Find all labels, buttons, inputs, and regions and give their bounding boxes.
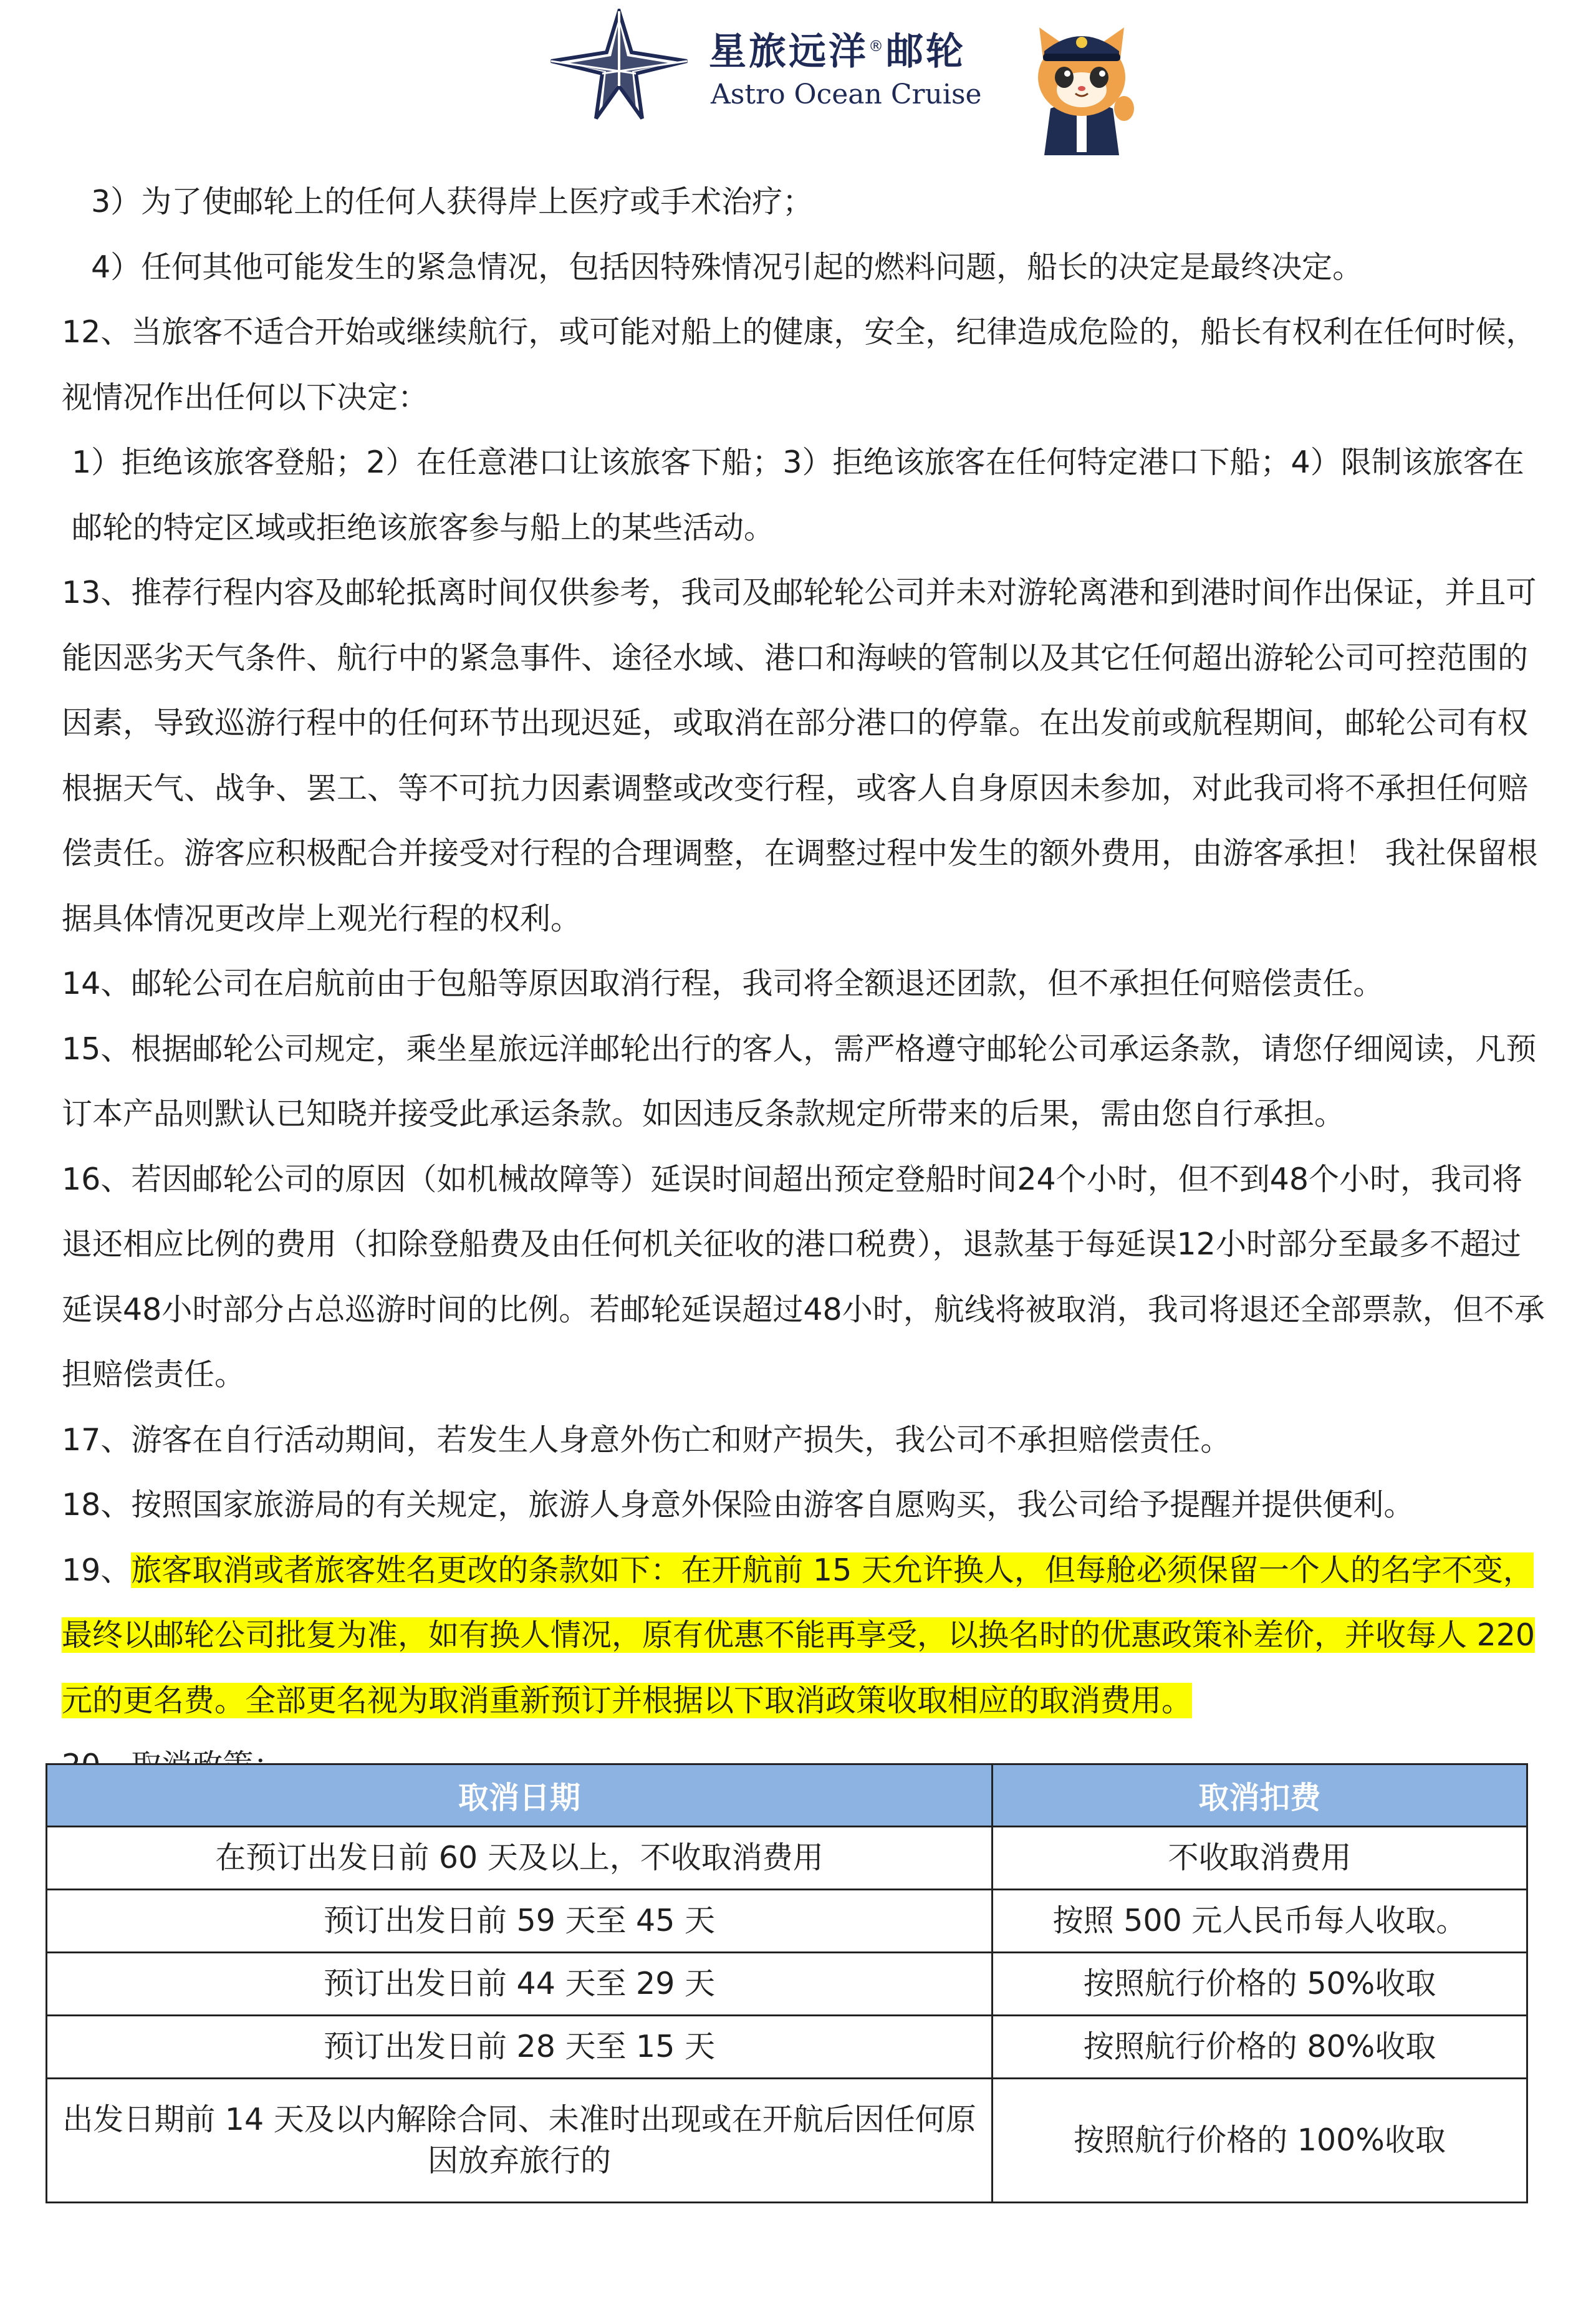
table-header-row [47, 1764, 1527, 1827]
star-compass-icon [549, 9, 690, 121]
column-header-cancel-date: 取消日期 [47, 1764, 993, 1827]
cancel-fee-cell: 按照 500 元人民币每人收取。 [993, 1890, 1527, 1953]
clause-18: 18、按照国家旅游局的有关规定，旅游人身意外保险由游客自愿购买，我公司给予提醒并提供便利。 [62, 1487, 1415, 1523]
clause-11-item-4: 4）任何其他可能发生的紧急情况，包括因特殊情况引起的燃料问题，船长的决定是最终决定。 [91, 249, 1363, 285]
cat-captain-mascot-icon [1026, 15, 1138, 160]
cancel-date-cell: 出发日期前 14 天及以内解除合同、未准时出现或在开航后因任何原因放弃旅行的 [47, 2079, 993, 2203]
page-header [0, 0, 1596, 150]
table-row [47, 1827, 1527, 1890]
cancel-date-cell: 在预订出发日前 60 天及以上，不收取消费用 [47, 1827, 993, 1890]
brand-name-en: Astro Ocean Cruise [711, 79, 982, 110]
brand-name-cn-main: 星旅远洋 [709, 30, 868, 74]
clause-19-number: 19、 [62, 1552, 132, 1588]
column-header-cancel-fee: 取消扣费 [993, 1764, 1527, 1827]
clause-16: 16、若因邮轮公司的原因（如机械故障等）延误时间超出预定登船时间24个小时，但不到48个小时，我司将退还相应比例的费用（扣除登船费及由任何机关征收的港口税费），退款基于每延误12小时部分至最多不超过延误48小时部分占总巡游时间的比例。若邮轮延误超过48小时，航线将被取消，我司将退还全部票款，但不承担赔偿责任。 [62, 1161, 1545, 1392]
table-row [47, 1890, 1527, 1953]
clause-19 [62, 1538, 1549, 1734]
registered-mark: ® [868, 37, 886, 55]
cancellation-policy-table [46, 1763, 1528, 2203]
brand-name-cn [709, 22, 966, 75]
table-row [47, 1953, 1527, 2016]
cancel-date-cell: 预订出发日前 59 天至 45 天 [47, 1890, 993, 1953]
cancel-fee-cell: 按照航行价格的 50%收取 [993, 1953, 1527, 2016]
clause-15: 15、根据邮轮公司规定，乘坐星旅远洋邮轮出行的客人，需严格遵守邮轮公司承运条款，请您仔细阅读，凡预订本产品则默认已知晓并接受此承运条款。如因违反条款规定所带来的后果，需由您自行承担。 [62, 1031, 1537, 1132]
clause-12: 12、当旅客不适合开始或继续航行，或可能对船上的健康，安全，纪律造成危险的，船长有权利在任何时候，视情况作出任何以下决定： [62, 314, 1537, 415]
clause-11-item-3: 3）为了使邮轮上的任何人获得岸上医疗或手术治疗； [91, 184, 814, 219]
clause-13: 13、推荐行程内容及邮轮抵离时间仅供参考，我司及邮轮轮公司并未对游轮离港和到港时间作出保证，并且可能因恶劣天气条件、航行中的紧急事件、途径水域、港口和海峡的管制以及其它任何超出游轮公司可控范围的因素，导致巡游行程中的任何环节出现迟延，或取消在部分港口的停靠。在出发前或航程期间，邮轮公司有权根据天气、战争、罢工、等不可抗力因素调整或改变行程，或客人自身原因未参加，对此我司将不承担任何赔偿责任。游客应积极配合并接受对行程的合理调整，在调整过程中发生的额外费用，由游客承担！ 我社保留根据具体情况更改岸上观光行程的权利。 [62, 575, 1538, 936]
cancel-date-cell: 预订出发日前 28 天至 15 天 [47, 2016, 993, 2079]
brand-name-cn-suffix: 邮轮 [886, 30, 966, 74]
clause-12-items: 1）拒绝该旅客登船；2）在任意港口让该旅客下船；3）拒绝该旅客在任何特定港口下船；4）限制该旅客在邮轮的特定区域或拒绝该旅客参与船上的某些活动。 [72, 445, 1524, 546]
table-row [47, 2079, 1527, 2203]
cancel-date-cell: 预订出发日前 44 天至 29 天 [47, 1953, 993, 2016]
clause-14: 14、邮轮公司在启航前由于包船等原因取消行程，我司将全额退还团款，但不承担任何赔偿责任。 [62, 966, 1384, 1001]
terms-content [62, 170, 1549, 1799]
cancel-fee-cell: 按照航行价格的 80%收取 [993, 2016, 1527, 2079]
clause-17: 17、游客在自行活动期间，若发生人身意外伤亡和财产损失，我公司不承担赔偿责任。 [62, 1422, 1231, 1458]
cancel-fee-cell: 按照航行价格的 100%收取 [993, 2079, 1527, 2203]
cancel-fee-cell: 不收取消费用 [993, 1827, 1527, 1890]
clause-19-highlighted-text: 旅客取消或者旅客姓名更改的条款如下：在开航前 15 天允许换人，但每舱必须保留一个人的名字不变，最终以邮轮公司批复为准，如有换人情况，原有优惠不能再享受，以换名时的优惠政策补差价，并收每人 220 元的更名费。全部更名视为取消重新预订并根据以下取消政策收取相应的取消费用。 [62, 1552, 1536, 1718]
table-row [47, 2016, 1527, 2079]
